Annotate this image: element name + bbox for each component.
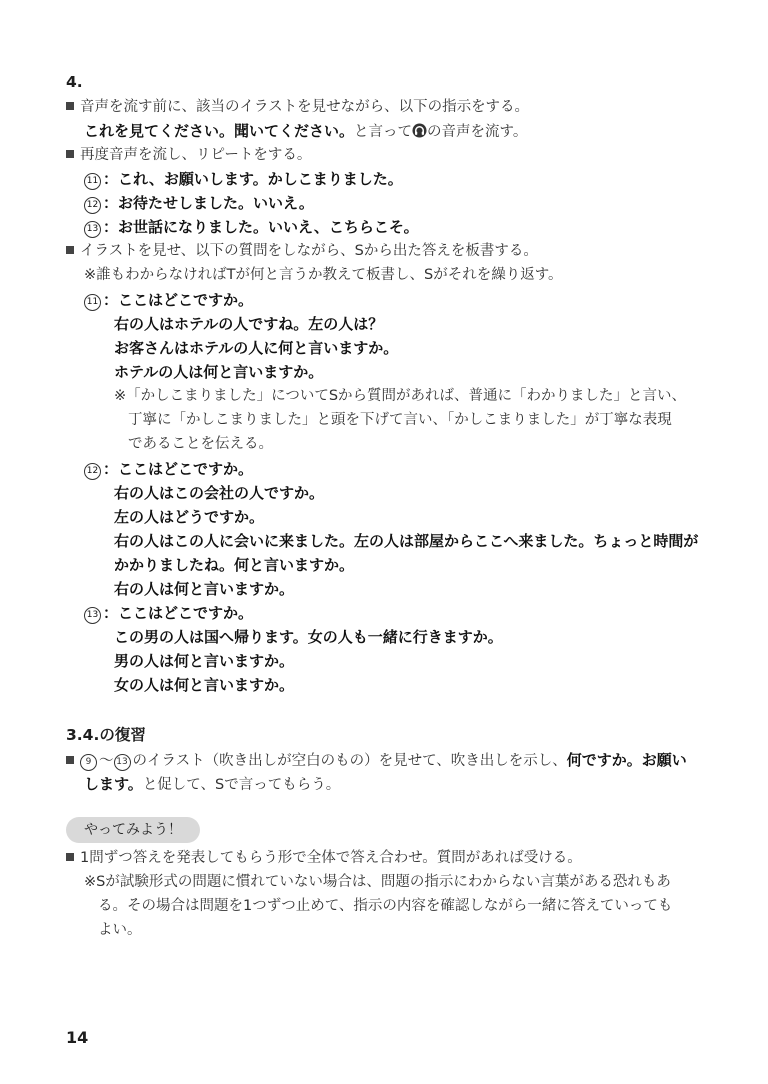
headphone-icon xyxy=(412,123,427,138)
repeat-line-12: 12 ：お待たせしました。いいえ。 xyxy=(84,193,314,214)
bullet-item: 1問ずつ答えを発表してもらう形で全体で答え合わせ。質問があれば受ける。 xyxy=(66,848,582,868)
question-line: 左の人はどうですか。 xyxy=(114,508,265,526)
bullet-item: 音声を流す前に、該当のイラストを見せながら、以下の指示をする。 xyxy=(66,97,529,117)
question-line: お客さんはホテルの人に何と言いますか。 xyxy=(114,339,399,357)
instruction-line: これを見てください。聞いてください。と言って の音声を流す。 xyxy=(84,122,528,140)
square-bullet-icon xyxy=(66,853,74,861)
note-line: 丁寧に「かしこまりました」と頭を下げて言い、「かしこまりました」が丁寧な表現 xyxy=(128,412,672,428)
question-line: 右の人はホテルの人ですね。左の人は？ xyxy=(114,315,384,333)
question-12: 12 ：ここはどこですか。 xyxy=(84,459,253,480)
review-line: します。と促して、Sで言ってもらう。 xyxy=(84,775,341,793)
note-line: ※誰もわからなければTが何と言うか教えて板書し、Sがそれを繰り返す。 xyxy=(84,267,563,283)
note-line: る。その場合は問題を1つずつ止めて、指示の内容を確認しながら一緒に答えていっても xyxy=(98,898,673,914)
square-bullet-icon xyxy=(66,102,74,110)
square-bullet-icon xyxy=(66,756,74,764)
question-line: ホテルの人は何と言いますか。 xyxy=(114,363,324,381)
section-heading-review: 3.4.の復習 xyxy=(66,726,146,744)
question-line: 男の人は何と言いますか。 xyxy=(114,652,295,670)
question-11: 11 ：ここはどこですか。 xyxy=(84,290,253,311)
question-line: かかりましたね。何と言いますか。 xyxy=(114,556,355,574)
square-bullet-icon xyxy=(66,246,74,254)
note-line: であることを伝える。 xyxy=(128,436,273,452)
repeat-line-13: 13 ：お世話になりました。いいえ、こちらこそ。 xyxy=(84,217,419,238)
square-bullet-icon xyxy=(66,150,74,158)
bullet-item: 再度音声を流し、リピートをする。 xyxy=(66,145,311,165)
bullet-item: 9 〜 13 のイラスト（吹き出しが空白のもの）を見せて、吹き出しを示し、何ですか。お願い xyxy=(66,750,687,771)
repeat-line-11: 11 ：これ、お願いします。かしこまりました。 xyxy=(84,169,403,190)
note-line: よい。 xyxy=(98,922,142,938)
try-it-label: やってみよう！ xyxy=(66,817,200,843)
question-line: この男の人は国へ帰ります。女の人も一緒に行きますか。 xyxy=(114,628,503,646)
question-line: 右の人はこの人に会いに来ました。左の人は部屋からここへ来ました。ちょっと時間が xyxy=(114,532,699,550)
question-line: 右の人はこの会社の人ですか。 xyxy=(114,484,325,502)
bullet-item: イラストを見せ、以下の質問をしながら、Sから出た答えを板書する。 xyxy=(66,241,538,261)
page-number: 14 xyxy=(66,1028,89,1047)
question-line: 女の人は何と言いますか。 xyxy=(114,676,295,694)
question-line: 右の人は何と言いますか。 xyxy=(114,580,295,598)
note-line: ※「かしこまりました」についてSから質問があれば、普通に「わかりました」と言い、 xyxy=(114,388,687,404)
section-heading-4: 4. xyxy=(66,73,83,91)
question-13: 13 ：ここはどこですか。 xyxy=(84,603,253,624)
note-line: ※Sが試験形式の問題に慣れていない場合は、問題の指示にわからない言葉がある恐れもあ xyxy=(84,874,671,890)
